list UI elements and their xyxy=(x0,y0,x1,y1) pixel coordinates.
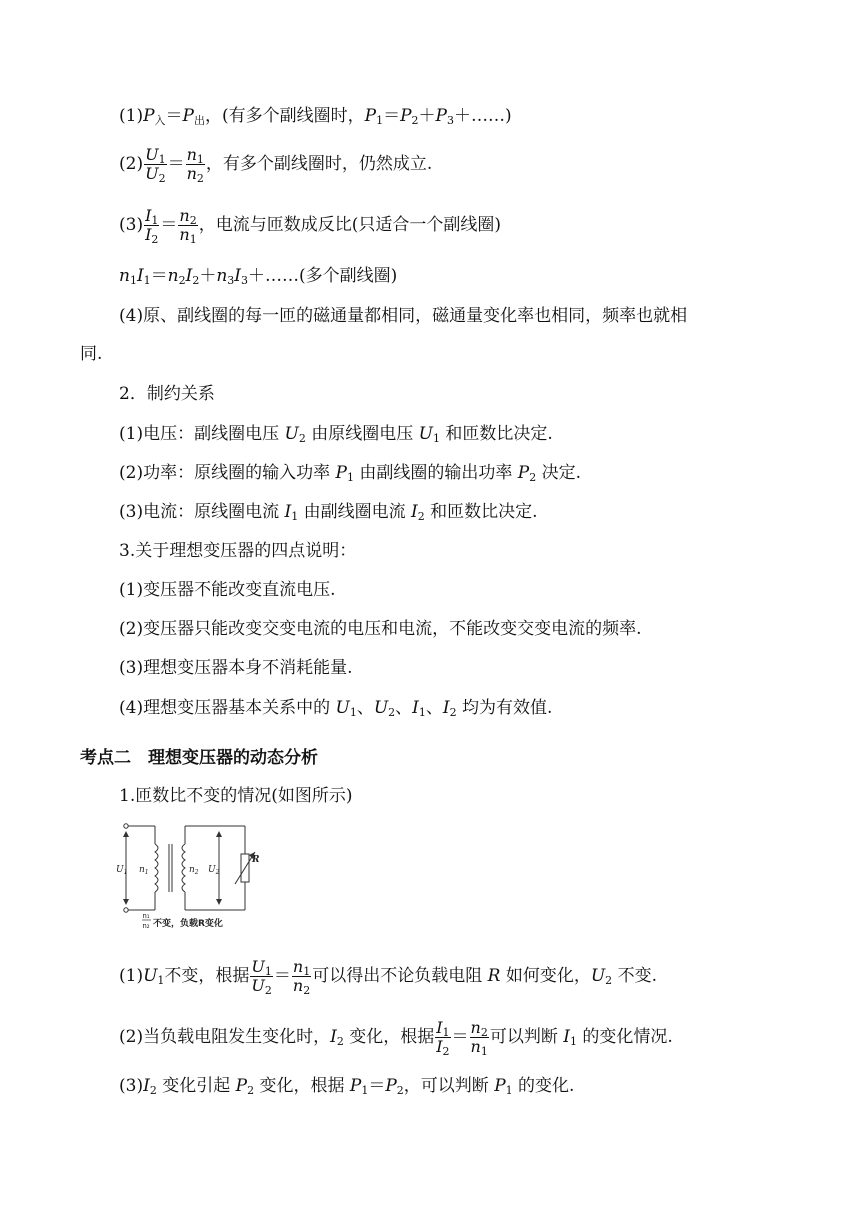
sub: 1 xyxy=(143,274,151,287)
var: I xyxy=(436,1018,443,1037)
text: (1) xyxy=(119,966,144,986)
text: 、 xyxy=(395,698,413,718)
relation-voltage xyxy=(119,146,432,183)
sub: 2 xyxy=(192,274,200,287)
var: n xyxy=(167,266,179,286)
relation-multi-coil xyxy=(119,264,397,288)
paragraph: (3)理想变压器本身不消耗能量. xyxy=(119,658,353,678)
paragraph: 1.匝数比不变的情况(如图所示) xyxy=(119,786,353,806)
section-title: 2．制约关系 xyxy=(119,384,215,404)
sub: 1 xyxy=(158,153,166,166)
var: I xyxy=(436,1037,443,1056)
text: ，电流与匝数成反比(只适合一个副线圈) xyxy=(198,215,501,235)
text: 如何变化， xyxy=(500,966,591,986)
label-n2: $n_2$ xyxy=(189,865,199,876)
paragraph-effective-values xyxy=(119,696,552,720)
text: (2)功率：原线圈的输入功率 xyxy=(119,463,336,483)
text: 决定. xyxy=(536,463,582,483)
caption-den: n₂ xyxy=(142,922,150,930)
sub: 2 xyxy=(529,471,537,484)
text: (4)理想变压器基本关系中的 xyxy=(119,698,336,718)
var: U xyxy=(335,698,350,718)
text: ＝ xyxy=(150,266,168,286)
paragraph: (2)变压器只能改变交变电流的电压和电流，不能改变交变电流的频率. xyxy=(119,619,642,639)
sub: 出 xyxy=(194,114,205,127)
sub: 1 xyxy=(505,1084,513,1097)
var: n xyxy=(216,266,228,286)
sub: 1 xyxy=(442,1026,450,1039)
text: 不变，根据 xyxy=(164,966,250,986)
relation-current xyxy=(119,207,501,244)
var: n xyxy=(186,164,197,183)
text: ＝ xyxy=(451,1027,469,1047)
label-u1: $U_1$ xyxy=(116,865,128,876)
sub: 2 xyxy=(151,233,159,246)
section-heading: 考点二 理想变压器的动态分析 xyxy=(80,748,318,768)
var: P xyxy=(517,463,530,483)
text: 不变. xyxy=(612,966,657,986)
text: (1) xyxy=(119,106,144,126)
var: P xyxy=(435,106,447,126)
fraction xyxy=(186,146,205,183)
text: 的变化. xyxy=(512,1076,575,1096)
text: ＝ xyxy=(160,215,178,235)
constraint-voltage xyxy=(119,422,553,446)
sub: 2 xyxy=(247,1084,255,1097)
text: 变化引起 xyxy=(156,1076,236,1096)
var: P xyxy=(335,463,347,483)
sub: 2 xyxy=(480,1026,488,1039)
sub: 1 xyxy=(569,1035,577,1048)
text: 和匝数比决定. xyxy=(439,424,553,444)
var: P xyxy=(349,1076,362,1096)
fraction xyxy=(435,1019,450,1056)
section-title: 3.关于理想变压器的四点说明： xyxy=(119,541,357,561)
var: U xyxy=(373,698,389,718)
sub: 1 xyxy=(157,974,165,987)
label-u2: $U_2$ xyxy=(208,865,220,876)
sub: 2 xyxy=(196,172,204,185)
text: ，有多个副线圈时，仍然成立. xyxy=(205,154,433,174)
fraction xyxy=(178,207,197,244)
sub: 1 xyxy=(432,432,440,445)
sub: 2 xyxy=(449,706,457,719)
var: U xyxy=(145,164,159,183)
sub: 2 xyxy=(388,706,396,719)
var: I xyxy=(185,266,193,286)
text: ＝ xyxy=(273,966,291,986)
text: ＝ xyxy=(167,154,185,174)
label-r: R xyxy=(252,855,260,865)
sub: 1 xyxy=(303,965,311,978)
var: I xyxy=(145,206,152,225)
sub: 1 xyxy=(361,1084,369,1097)
var: n xyxy=(292,957,304,976)
transformer-circuit-diagram xyxy=(115,822,265,934)
sub: 1 xyxy=(196,153,204,166)
var: I xyxy=(563,1027,570,1047)
sub: 2 xyxy=(303,984,311,997)
var: P xyxy=(385,1076,397,1096)
var: I xyxy=(411,502,418,522)
var: I xyxy=(234,266,242,286)
text: (3)电流：原线圈电流 xyxy=(119,502,285,522)
sub: 2 xyxy=(178,274,186,287)
sub: 1 xyxy=(264,965,272,978)
constraint-power xyxy=(119,461,581,485)
text: ＋……(多个副线圈) xyxy=(248,266,398,286)
analysis-2 xyxy=(119,1019,673,1056)
sub: 2 xyxy=(158,172,166,185)
sub: 2 xyxy=(149,1084,157,1097)
sub: 1 xyxy=(129,274,137,287)
text: ＋……) xyxy=(454,106,512,126)
fraction xyxy=(470,1019,489,1056)
sub: 2 xyxy=(396,1084,404,1097)
text: (2) xyxy=(119,154,144,174)
var: I xyxy=(412,698,419,718)
var: n xyxy=(179,206,190,225)
text: ＝ xyxy=(368,1076,386,1096)
sub: 1 xyxy=(151,214,159,227)
sub: 2 xyxy=(298,432,306,445)
text: ，(有多个副线圈时， xyxy=(205,106,365,126)
var: R xyxy=(487,966,501,986)
var: n xyxy=(292,976,304,995)
text: 由副线圈的输出功率 xyxy=(353,463,518,483)
text: (2)当负载电阻发生变化时， xyxy=(119,1027,331,1047)
sub: 3 xyxy=(447,114,454,127)
var: U xyxy=(590,966,606,986)
var: n xyxy=(470,1037,481,1056)
var: I xyxy=(442,698,450,718)
analysis-3 xyxy=(119,1074,574,1098)
paragraph: (4)原、副线圈的每一匝的磁通量都相同，磁通量变化率也相同，频率也就相 xyxy=(119,306,688,326)
sub: 1 xyxy=(291,510,299,523)
text: 可以得出不论负载电阻 xyxy=(312,966,488,986)
caption-num: n₁ xyxy=(142,912,150,920)
sub: 1 xyxy=(376,114,384,127)
var: I xyxy=(136,266,144,286)
text: 的变化情况. xyxy=(576,1027,673,1047)
var: P xyxy=(143,106,155,126)
label-n1: $n_1$ xyxy=(139,865,149,876)
var: U xyxy=(143,966,158,986)
var: P xyxy=(182,106,194,126)
sub: 3 xyxy=(227,274,235,287)
sub: 1 xyxy=(480,1045,488,1058)
text: ＝ xyxy=(383,106,401,126)
caption-text: 不变，负载R变化 xyxy=(153,919,223,929)
var: n xyxy=(179,225,190,244)
text: 均为有效值. xyxy=(456,698,553,718)
var: P xyxy=(400,106,412,126)
text: (3) xyxy=(119,1076,144,1096)
text: 和匝数比决定. xyxy=(424,502,538,522)
var: U xyxy=(284,424,299,444)
var: U xyxy=(251,957,265,976)
text: ＝ xyxy=(165,106,183,126)
var: U xyxy=(145,145,159,164)
sub: 1 xyxy=(346,471,354,484)
sub: 2 xyxy=(605,974,613,987)
constraint-current xyxy=(119,500,538,524)
sub: 2 xyxy=(411,114,419,127)
var: n xyxy=(119,266,130,286)
var: P xyxy=(364,106,377,126)
var: I xyxy=(330,1027,337,1047)
var: P xyxy=(494,1076,506,1096)
text: (3) xyxy=(119,215,144,235)
relation-power xyxy=(119,104,512,128)
text: 由副线圈电流 xyxy=(298,502,412,522)
sub: 3 xyxy=(241,274,249,287)
text: 变化，根据 xyxy=(254,1076,350,1096)
var: U xyxy=(251,976,265,995)
fraction xyxy=(144,207,159,244)
text: 可以判断 xyxy=(489,1027,564,1047)
var: I xyxy=(145,225,152,244)
text: 、 xyxy=(356,698,374,718)
paragraph-cont: 同. xyxy=(80,344,103,364)
text: (1)电压：副线圈电压 xyxy=(119,424,285,444)
sub: 1 xyxy=(189,233,197,246)
fraction xyxy=(250,958,272,995)
fraction xyxy=(292,958,311,995)
text: 由原线圈电压 xyxy=(305,424,419,444)
sub: 2 xyxy=(264,984,272,997)
text: ，可以判断 xyxy=(403,1076,495,1096)
text: 、 xyxy=(425,698,443,718)
var: U xyxy=(418,424,433,444)
fraction xyxy=(144,146,166,183)
sub: 2 xyxy=(417,510,425,523)
var: I xyxy=(284,502,292,522)
analysis-1 xyxy=(119,958,657,995)
var: P xyxy=(235,1076,248,1096)
text: ＋ xyxy=(199,266,217,286)
var: n xyxy=(186,145,197,164)
sub: 2 xyxy=(189,214,197,227)
var: I xyxy=(143,1076,150,1096)
var: n xyxy=(470,1018,481,1037)
sub: 1 xyxy=(418,706,426,719)
sub: 入 xyxy=(154,114,166,127)
sub: 2 xyxy=(336,1035,344,1048)
paragraph: (1)变压器不能改变直流电压. xyxy=(119,580,336,600)
text: ＋ xyxy=(418,106,436,126)
text: 变化，根据 xyxy=(343,1027,435,1047)
sub: 1 xyxy=(349,706,357,719)
sub: 2 xyxy=(442,1045,450,1058)
